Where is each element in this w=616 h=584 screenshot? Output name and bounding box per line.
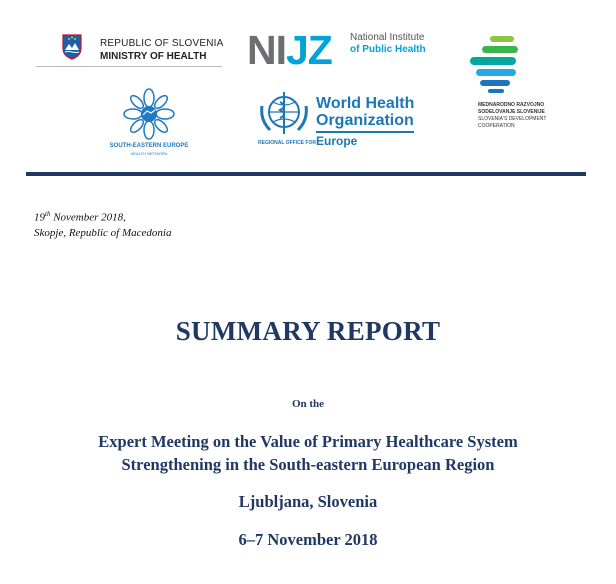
report-subtitle-line-1: Expert Meeting on the Value of Primary Healthcare System xyxy=(98,432,518,451)
report-on-the: On the xyxy=(291,398,325,410)
striped-circle-icon xyxy=(470,34,540,98)
who-emblem-icon xyxy=(258,90,310,138)
who-line-1: World Health xyxy=(316,95,415,112)
nijz-line-2: of Public Health xyxy=(350,44,426,55)
flower-network-icon xyxy=(122,88,176,140)
ministry-line-1: REPUBLIC OF SLOVENIA xyxy=(100,38,224,49)
who-regional-label: REGIONAL OFFICE FOR xyxy=(258,140,316,146)
seehn-logo xyxy=(108,88,190,158)
document-location: Skopje, Republic of Macedonia xyxy=(34,226,172,239)
header-divider xyxy=(26,172,586,176)
nijz-line-1: National Institute xyxy=(350,32,425,43)
meeting-dates: 6–7 November 2018 xyxy=(238,530,378,549)
ministry-line-2: MINISTRY OF HEALTH xyxy=(100,51,207,62)
report-subtitle-line-2: Strengthening in the South-eastern European Region xyxy=(121,455,495,474)
sdc-line-4: COOPERATION xyxy=(478,123,515,129)
who-underline xyxy=(316,131,414,133)
document-date-block xyxy=(34,207,171,241)
who-europe-logo xyxy=(256,90,426,152)
slovenia-development-cooperation-logo xyxy=(470,34,580,134)
who-region: Europe xyxy=(316,134,358,148)
report-title: SUMMARY REPORT xyxy=(175,316,441,346)
nijz-wordmark: NIJZ xyxy=(247,27,332,73)
sdc-line-1: MEDNARODNO RAZVOJNO xyxy=(478,102,545,108)
sdc-line-3: SLOVENIA'S DEVELOPMENT xyxy=(478,116,547,122)
ministry-divider xyxy=(36,66,222,67)
who-line-2: Organization xyxy=(316,112,414,129)
sdc-line-2: SODELOVANJE SLOVENIJE xyxy=(478,109,545,115)
nijz-logo xyxy=(247,28,442,74)
document-date: 19th November 2018, xyxy=(34,210,126,224)
ministry-of-health-logo xyxy=(36,32,222,68)
meeting-place: Ljubljana, Slovenia xyxy=(238,492,378,511)
slovenia-crest-icon xyxy=(62,34,82,60)
seehn-line-1: SOUTH-EASTERN EUROPE xyxy=(109,143,189,149)
seehn-line-2: HEALTH NETWORK xyxy=(130,151,168,156)
